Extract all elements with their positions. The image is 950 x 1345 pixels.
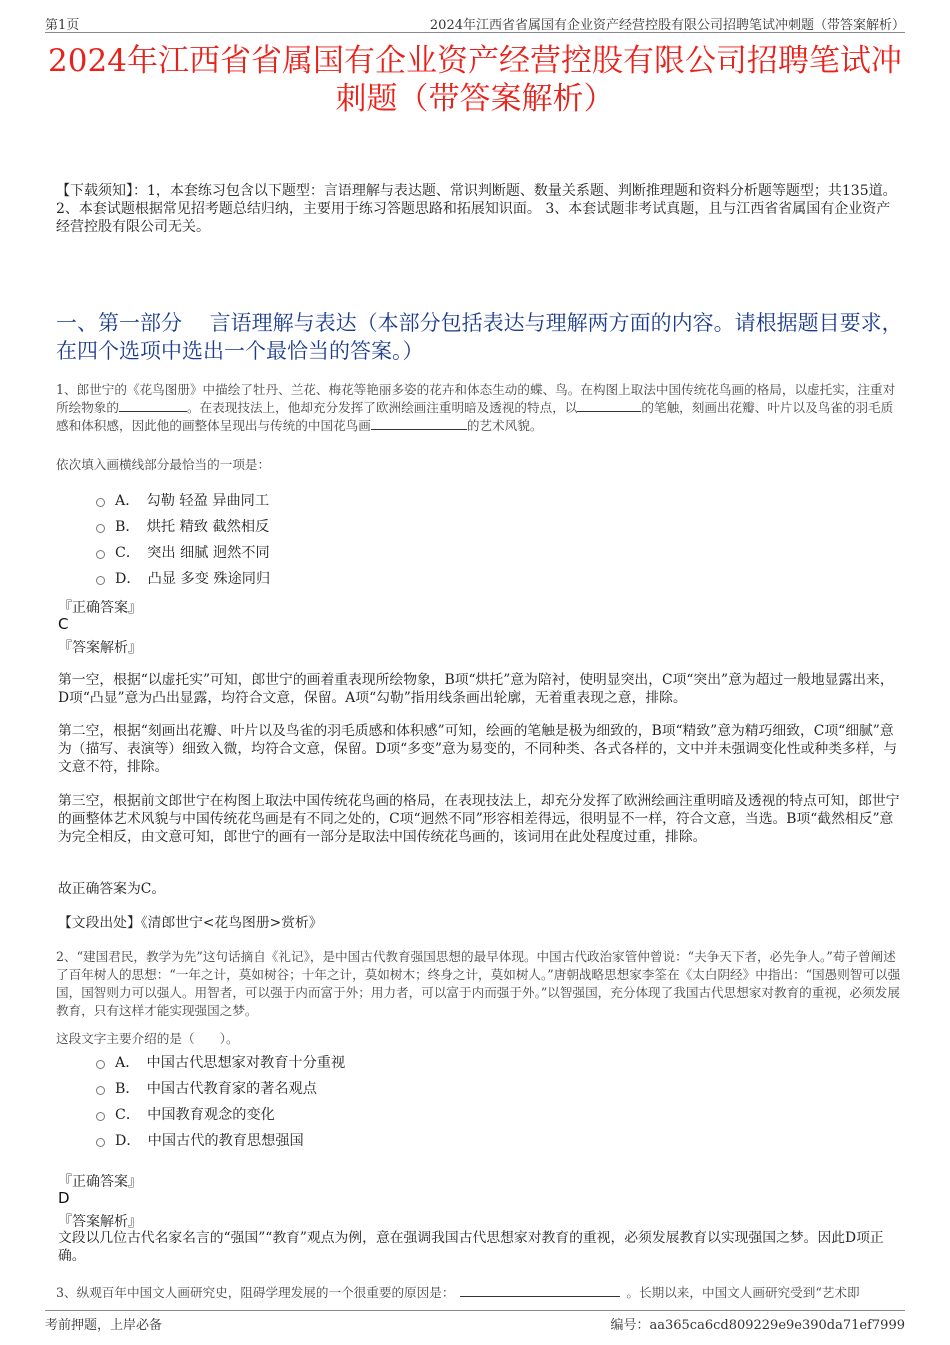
q2-option-a[interactable]: A． 中国古代思想家对教育十分重视 [96, 1052, 345, 1072]
q1-source: 【文段出处】《清郎世宁<花鸟图册>赏析》 [58, 915, 323, 931]
radio-icon[interactable] [96, 550, 105, 559]
radio-icon[interactable] [96, 498, 105, 507]
page-footer [45, 1310, 905, 1331]
q1-conclusion: 故正确答案为C。 [58, 881, 166, 897]
question-1-stem: 1、郎世宁的《花鸟图册》中描绘了牡丹、兰花、梅花等艳丽多姿的花卉和体态生动的蝶、鸟。在构图上取法中国传统花鸟画的格局，以虚托实，注重对所绘物象的 。在表现技法上，他却充分发挥了欧洲绘画注重明暗及透视的特点，以 的笔触，刻画出花瓣、叶片以及鸟雀的羽毛质感和体积感，因此他的画整体呈现出与传统的中国花鸟画 的艺术风貌。 [56, 382, 896, 433]
q1-option-b[interactable]: B． 烘托 精致 截然相反 [96, 516, 269, 536]
radio-icon[interactable] [96, 1086, 105, 1095]
q2-analysis-label: 『答案解析』 [58, 1214, 142, 1230]
radio-icon[interactable] [96, 576, 105, 585]
q2-answer: D [58, 1189, 70, 1207]
question-1-prompt: 依次填入画横线部分最恰当的一项是： [56, 457, 271, 472]
q1-answer-label: 『正确答案』 [58, 600, 142, 616]
q2-option-b[interactable]: B． 中国古代教育家的著名观点 [96, 1078, 317, 1098]
question-2-prompt: 这段文字主要介绍的是（ ）。 [56, 1031, 239, 1046]
fill-blank [119, 399, 187, 412]
radio-icon[interactable] [96, 1138, 105, 1147]
footer-slogan: 考前押题，上岸必备 [45, 1318, 163, 1333]
fill-blank [460, 1284, 620, 1297]
q1-option-c[interactable]: C． 突出 细腻 迥然不同 [96, 542, 270, 562]
fill-blank [371, 417, 467, 430]
q1-analysis-para-2: 第二空，根据“刻画出花瓣、叶片以及鸟雀的羽毛质感和体积感”可知，绘画的笔触是极为细致的，B项“精致”意为精巧细致，C项“细腻”意为（描写、表演等）细致入微，均符合文意，保留。D项“多变”意为易变的，不同种类、各式各样的，文中并未强调变化性或种类多样，与文意不符，排除。 [58, 723, 898, 775]
question-3-stem: 3、纵观百年中国文人画研究史，阻碍学理发展的一个很重要的原因是： 。长期以来，中国文人画研究受到“艺术即 [56, 1285, 860, 1300]
page-header [45, 12, 905, 33]
fill-blank [577, 399, 641, 412]
q1-analysis-label: 『答案解析』 [58, 640, 142, 656]
q2-option-d[interactable]: D． 中国古代的教育思想强国 [96, 1130, 304, 1150]
radio-icon[interactable] [96, 1112, 105, 1121]
page-number: 第1页 [45, 18, 80, 33]
header-doc-title: 2024年江西省省属国有企业资产经营控股有限公司招聘笔试冲刺题（带答案解析） [429, 18, 905, 33]
radio-icon[interactable] [96, 524, 105, 533]
q2-answer-label: 『正确答案』 [58, 1174, 142, 1190]
q1-analysis-para-1: 第一空，根据“以虚托实”可知，郎世宁的画着重表现所绘物象，B项“烘托”意为陪衬，使明显突出，C项“突出”意为超过一般地显露出来，D项“凸显”意为凸出显露，均符合文意，保留。A项“勾勒”指用线条画出轮廓，无着重表现之意，排除。 [58, 672, 894, 706]
q1-option-a[interactable]: A． 勾勒 轻盈 异曲同工 [96, 490, 269, 510]
title-line-2: 刺题（带答案解析） [335, 81, 615, 117]
title-line-1: 2024年江西省省属国有企业资产经营控股有限公司招聘笔试冲 [48, 43, 902, 79]
q2-analysis: 文段以几位古代名家名言的“强国”“教育”观点为例，意在强调我国古代思想家对教育的重视，必须发展教育以实现强国之梦。因此D项正确。 [58, 1230, 884, 1264]
radio-icon[interactable] [96, 1060, 105, 1069]
download-notice: 【下载须知】：1，本套练习包含以下题型：言语理解与表达题、常识判断题、数量关系题、判断推理题和资料分析题等题型；共135道。 2、本套试题根据常见招考题总结归纳，主要用于练习答题思路和拓展知识面。 3、本套试题非考试真题，且与江西省省属国有企业资产经营控股有限公司无关。 [56, 183, 897, 235]
question-2-stem: 2、“建国君民，教学为先”这句话摘自《礼记》，是中国古代教育强国思想的最早体现。中国古代政治家管仲曾说：“夫争天下者，必先争人。”荀子曾阐述了百年树人的思想：“一年之计，莫如树谷；十年之计，莫如树木；终身之计，莫如树人。”唐朝战略思想家李筌在《太白阴经》中指出：“国愚则智可以强国，国智则力可以强人。用智者，可以强于内而富于外；用力者，可以富于内而强于外。”以智强国，充分体现了我国古代思想家对教育的重视，必须发展教育，只有这样才能实现强国之梦。 [56, 949, 901, 1018]
q2-option-c[interactable]: C． 中国教育观念的变化 [96, 1104, 275, 1124]
q1-option-d[interactable]: D． 凸显 多变 殊途同归 [96, 568, 270, 588]
footer-doc-id: 编号：aa365ca6cd809229e9e390da71ef7999 [610, 1318, 905, 1333]
section-heading: 一、第一部分 言语理解与表达（本部分包括表达与理解两方面的内容。请根据题目要求，在四个选项中选出一个最恰当的答案。） [56, 311, 903, 363]
document-title [40, 42, 910, 118]
q1-answer: C [58, 615, 69, 633]
q1-analysis-para-3: 第三空，根据前文郎世宁在构图上取法中国传统花鸟画的格局，在表现技法上，却充分发挥了欧洲绘画注重明暗及透视的特点可知，郎世宁的画整体艺术风貌与中国传统花鸟画是有不同之处的，C项“迥然不同”形容相差得远，很明显不一样，符合文意，当选。B项“截然相反”意为完全相反，由文意可知，郎世宁的画有一部分是取法中国传统花鸟画的，该词用在此处程度过重，排除。 [58, 793, 900, 845]
